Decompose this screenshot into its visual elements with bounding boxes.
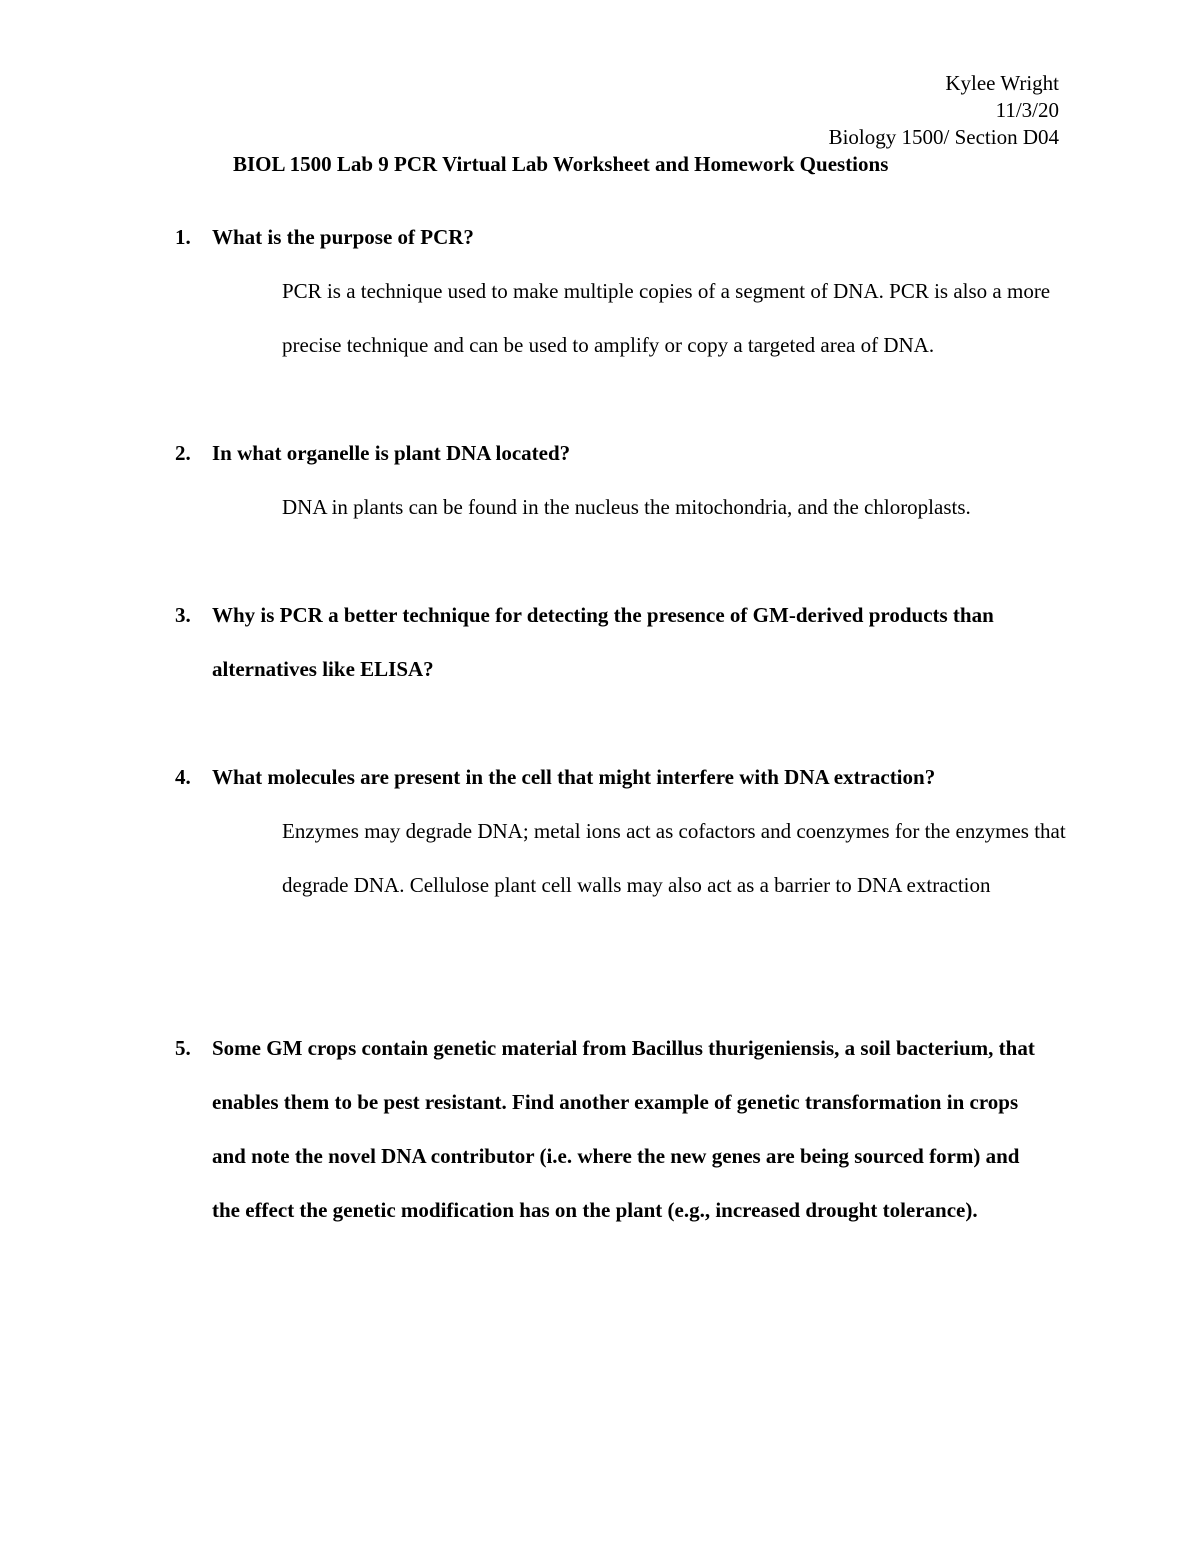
question-text: Some GM crops contain genetic material from Bacillus thurigeniensis, a soil bacterium, that enables them to be pest resistant. Find another example of genetic transformation in crops and note the novel DNA contributor (i.e. where the new genes are being sourced form) and the effect the genetic modification has on the plant (e.g., increased drought tolerance). bbox=[212, 1036, 1035, 1222]
answer-1: PCR is a technique used to make multiple copies of a segment of DNA. PCR is also a more precise technique and can be used to amplify or copy a targeted area of DNA. bbox=[282, 279, 1051, 357]
question-number: 4. bbox=[175, 765, 191, 789]
answer-2: DNA in plants can be found in the nucleus the mitochondria, and the chloroplasts. bbox=[282, 495, 971, 519]
question-4 bbox=[175, 750, 1072, 804]
author-name: Kylee Wright bbox=[945, 71, 1059, 95]
question-1 bbox=[175, 210, 1052, 264]
question-text: What molecules are present in the cell that might interfere with DNA extraction? bbox=[212, 765, 936, 789]
question-number: 5. bbox=[175, 1036, 191, 1060]
answer-4: Enzymes may degrade DNA; metal ions act as cofactors and coenzymes for the enzymes that degrade DNA. Cellulose plant cell walls may also act as a barrier to DNA extraction bbox=[282, 819, 1066, 897]
question-text: In what organelle is plant DNA located? bbox=[212, 441, 571, 465]
date: 11/3/20 bbox=[995, 98, 1059, 122]
question-number: 3. bbox=[175, 603, 191, 627]
question-5 bbox=[175, 1021, 1042, 1237]
question-3 bbox=[175, 588, 1042, 696]
document-title: BIOL 1500 Lab 9 PCR Virtual Lab Worksheet and Homework Questions bbox=[233, 152, 889, 176]
question-number: 1. bbox=[175, 225, 191, 249]
header-block bbox=[829, 70, 1059, 151]
question-2 bbox=[175, 426, 1052, 480]
question-number: 2. bbox=[175, 441, 191, 465]
question-text: What is the purpose of PCR? bbox=[212, 225, 474, 249]
course-section: Biology 1500/ Section D04 bbox=[828, 125, 1059, 149]
question-text: Why is PCR a better technique for detecting the presence of GM-derived products than alternatives like ELISA? bbox=[212, 603, 994, 681]
